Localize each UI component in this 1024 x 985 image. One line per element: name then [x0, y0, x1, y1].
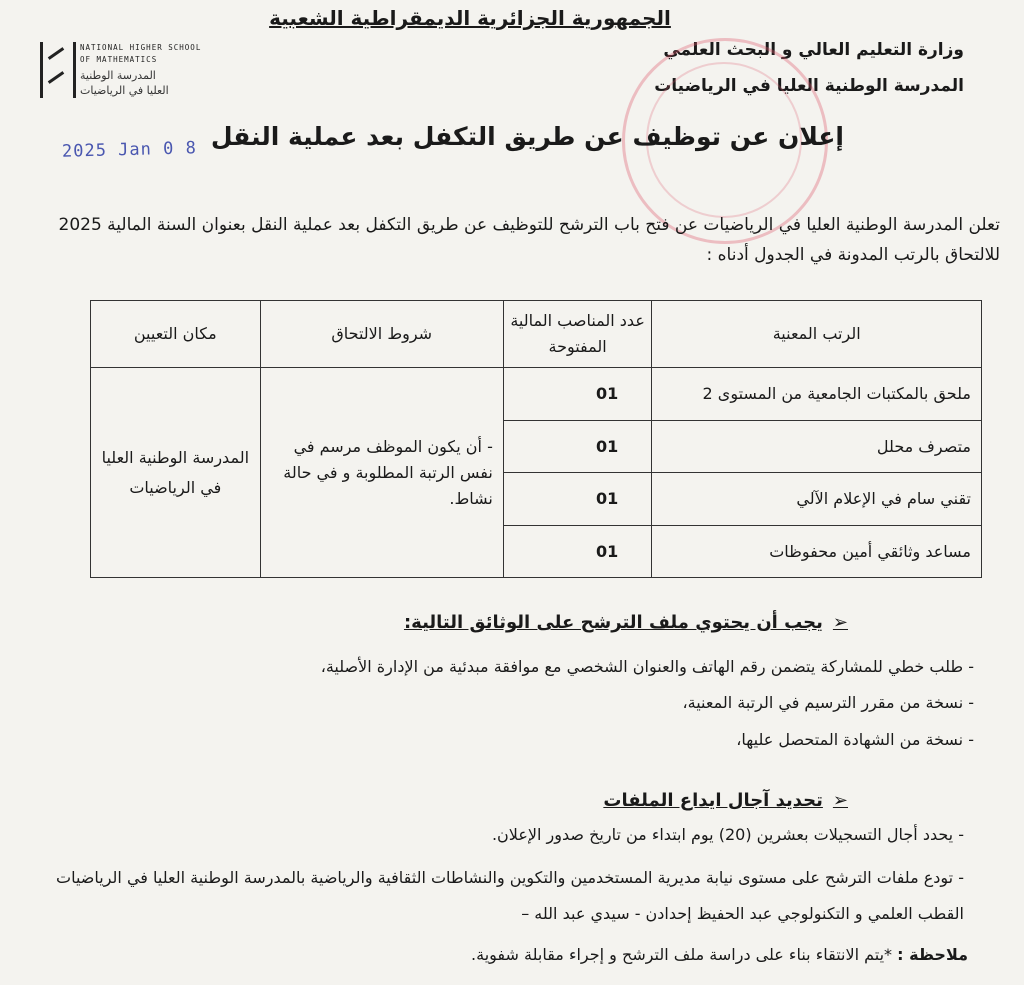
deadlines-heading-text: تحديد آجال ايداع الملفات — [603, 790, 823, 811]
count-cell: 01 — [503, 473, 652, 526]
ministry-heading: وزارة التعليم العالي و البحث العلمي — [663, 40, 964, 60]
logo-en-line2: OF MATHEMATICS — [80, 55, 158, 64]
date-stamp: 2025 Jan 0 8 — [61, 138, 198, 162]
place-cell: المدرسة الوطنية العليا في الرياضيات — [91, 368, 261, 578]
logo-mark-icon — [40, 42, 76, 98]
rank-cell: ملحق بالمكتبات الجامعية من المستوى 2 — [652, 368, 982, 421]
header-rank: الرتب المعنية — [652, 301, 982, 368]
intro-paragraph: تعلن المدرسة الوطنية العليا في الرياضيات عن فتح باب الترشح للتوظيف عن طريق التكفل بعد عملية النقل بعنوان السنة المالية 2025 للالتحاق بالرتب المدونة في الجدول أدناه : — [58, 215, 1000, 265]
logo-ar-line1: المدرسة الوطنية — [80, 69, 156, 82]
header-place: مكان التعيين — [91, 301, 261, 368]
count-cell: 01 — [503, 525, 652, 578]
document-item: - طلب خطي للمشاركة يتضمن رقم الهاتف والعنوان الشخصي مع موافقة مبدئية من الإدارة الأصلية، — [320, 657, 974, 676]
rank-cell: تقني سام في الإعلام الآلي — [652, 473, 982, 526]
table-header-row — [91, 301, 982, 368]
logo-english-text — [80, 42, 220, 66]
arrow-bullet-icon: ➢ — [832, 790, 848, 811]
note-text: *يتم الانتقاء بناء على دراسة ملف الترشح و إجراء مقابلة شفوية. — [471, 945, 893, 964]
table-row — [91, 368, 982, 421]
documents-section-heading — [404, 612, 848, 633]
logo-ar-line2: العليا في الرياضيات — [80, 84, 169, 97]
document-item: - نسخة من مقرر الترسيم في الرتبة المعنية، — [682, 693, 974, 712]
republic-heading: الجمهورية الجزائرية الديمقراطية الشعبية — [269, 6, 671, 30]
deadlines-section-heading — [603, 790, 848, 811]
header-count: عدد المناصب المالية المفتوحة — [503, 301, 652, 368]
header-conditions: شروط الالتحاق — [260, 301, 503, 368]
arrow-bullet-icon: ➢ — [832, 612, 848, 633]
note-label: ملاحظة : — [897, 945, 968, 964]
count-cell: 01 — [503, 420, 652, 473]
documents-heading-text: يجب أن يحتوي ملف الترشح على الوثائق التالية: — [403, 612, 823, 633]
document-item: - نسخة من الشهادة المتحصل عليها، — [736, 730, 974, 749]
deadline-item: - يحدد أجال التسجيلات بعشرين (20) يوم ابتداء من تاريخ صدور الإعلان. — [491, 825, 964, 844]
school-heading: المدرسة الوطنية العليا في الرياضيات — [654, 76, 964, 96]
conditions-cell: - أن يكون الموظف مرسم في نفس الرتبة المطلوبة و في حالة نشاط. — [260, 368, 503, 578]
logo-arabic-text — [80, 68, 190, 98]
school-logo — [40, 42, 220, 102]
logo-en-line1: NATIONAL HIGHER SCHOOL — [80, 43, 202, 52]
deadline-item: - تودع ملفات الترشح على مستوى نيابة مديرية المستخدمين والتكوين والنشاطات الثقافية والرياضية بالمدرسة الوطنية العليا في الرياضيات القطب العلمي و التكنولوجي عبد الحفيظ إحدادن - سيدي عبد الله – — [56, 868, 964, 923]
rank-cell: متصرف محلل — [652, 420, 982, 473]
rank-cell: مساعد وثائقي أمين محفوظات — [652, 525, 982, 578]
posts-table — [90, 300, 982, 578]
page-title: إعلان عن توظيف عن طريق التكفل بعد عملية النقل — [210, 122, 844, 151]
count-cell: 01 — [503, 368, 652, 421]
note — [471, 945, 968, 964]
